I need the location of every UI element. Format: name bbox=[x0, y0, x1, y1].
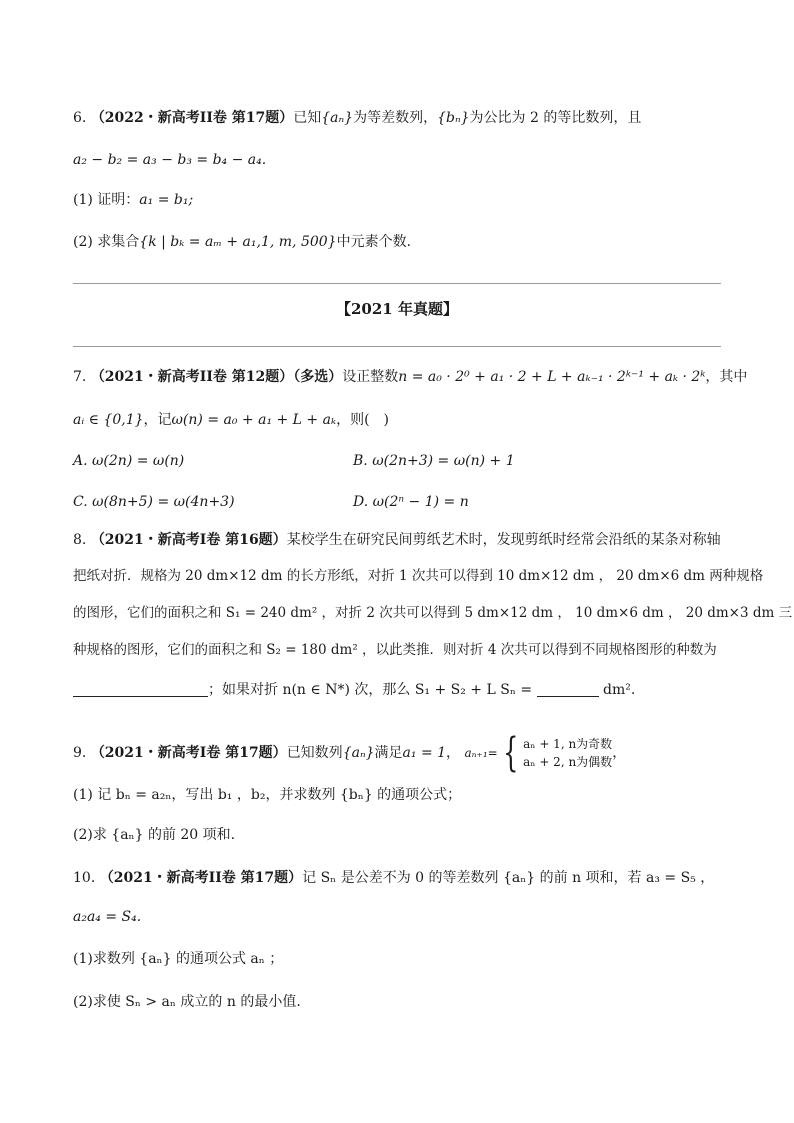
q7-line-2 bbox=[73, 410, 389, 430]
q10-l1: 记 Sₙ 是公差不为 0 的等差数列 {aₙ} 的前 n 项和，若 a₃ = S₅ ， bbox=[302, 870, 715, 886]
section-rule-bottom bbox=[73, 346, 721, 347]
q8-l1: 某校学生在研究民间剪纸艺术时，发现剪纸时经常会沿纸的某条对称轴 bbox=[286, 532, 721, 548]
q8-answer-blank-1[interactable] bbox=[73, 682, 208, 697]
q7-option-b: B. ω(2n+3) = ω(n) + 1 bbox=[353, 453, 515, 469]
left-brace-icon: { bbox=[502, 730, 519, 776]
q7-line-1 bbox=[73, 367, 747, 387]
q10-part-1: (1)求数列 {aₙ} 的通项公式 aₙ ； bbox=[73, 951, 284, 967]
q9-init: a₁ = 1 bbox=[402, 745, 447, 761]
q7-text-a: 设正整数 bbox=[342, 369, 399, 385]
q9-case-1: aₙ + 1, n为奇数 bbox=[523, 737, 613, 751]
q10-part-2: (2)求使 Sₙ > aₙ 成立的 n 的最小值. bbox=[73, 994, 301, 1010]
q8-number: 8. bbox=[73, 532, 87, 548]
q7-eq-n: n = a₀ · 2⁰ + a₁ · 2 + L + aₖ₋₁ · 2ᵏ⁻¹ + aₖ · 2ᵏ bbox=[398, 369, 706, 385]
q9-rec-lhs: aₙ₊₁= bbox=[464, 746, 498, 760]
q6-p1-eq: a₁ = b₁; bbox=[139, 192, 194, 208]
q10-source: （2021・新高考II卷 第17题） bbox=[99, 870, 303, 886]
q6-p2-set: {k | bₖ = aₘ + a₁,1, m, 500} bbox=[139, 234, 337, 250]
q6-part-1 bbox=[73, 190, 193, 210]
q7-tag: （多选） bbox=[293, 369, 343, 385]
q6-number: 6. bbox=[73, 110, 87, 126]
q9-source: （2021・新高考I卷 第17题） bbox=[90, 745, 287, 761]
q7-text-c: ，记 bbox=[143, 412, 172, 428]
q8-line-5 bbox=[73, 680, 635, 700]
q7-option-c: C. ω(8n+5) = ω(4n+3) bbox=[73, 494, 235, 510]
q7-text-d: ，则( ) bbox=[336, 412, 390, 428]
q8-l5-b: dm². bbox=[602, 682, 636, 698]
q6-p2-tail: 中元素个数. bbox=[336, 234, 412, 250]
q8-line-2: 把纸对折．规格为 20 dm×12 dm 的长方形纸，对折 1 次共可以得到 10 dm×12 dm ， 20 dm×6 dm 两种规格 bbox=[73, 568, 764, 584]
q9-text-c: ， bbox=[446, 745, 461, 761]
q7-omega-def: ω(n) = a₀ + a₁ + L + aₖ bbox=[171, 412, 337, 428]
q7-text-b: ，其中 bbox=[705, 369, 748, 385]
q9-part-2: (2)求 {aₙ} 的前 20 项和. bbox=[73, 827, 236, 843]
q9-cases bbox=[523, 735, 612, 771]
q8-answer-blank-2[interactable] bbox=[537, 682, 599, 697]
q9-text-d: ， bbox=[612, 745, 627, 761]
q7-source: （2021・新高考II卷 第12题） bbox=[90, 369, 294, 385]
q6-source: （2022・新高考II卷 第17题） bbox=[90, 110, 294, 126]
q7-cond: aᵢ ∈ {0,1} bbox=[73, 412, 144, 428]
q10-line-2: a₂a₄ = S₄. bbox=[73, 909, 142, 925]
q8-l5-a: ；如果对折 n(n ∈ N*) 次，那么 S₁ + S₂ + L Sₙ = bbox=[208, 682, 533, 698]
q7-number: 7. bbox=[73, 369, 87, 385]
q9-text-a: 已知数列 bbox=[286, 745, 343, 761]
q6-line-1 bbox=[73, 108, 641, 128]
q9-seq: {aₙ} bbox=[342, 745, 375, 761]
q6-text-a: 已知 bbox=[293, 110, 322, 126]
q8-source: （2021・新高考I卷 第16题） bbox=[90, 532, 287, 548]
q10-number: 10. bbox=[73, 870, 96, 886]
q9-part-1: (1) 记 bₙ = a₂ₙ，写出 b₁ ，b₂，并求数列 {bₙ} 的通项公式； bbox=[73, 787, 462, 803]
q6-p1-label: (1) 证明： bbox=[73, 192, 140, 208]
q9-line-1 bbox=[73, 730, 627, 776]
q6-text-c: 为公比为 2 的等比数列，且 bbox=[469, 110, 642, 126]
q10-line-1 bbox=[73, 868, 714, 888]
q8-line-3: 的图形，它们的面积之和 S₁ = 240 dm² ，对折 2 次共可以得到 5 dm×12 dm ， 10 dm×6 dm ， 20 dm×3 dm 三 bbox=[73, 605, 793, 621]
q6-seq-a: {aₙ} bbox=[321, 110, 354, 126]
q9-case-2: aₙ + 2, n为偶数 bbox=[523, 755, 613, 769]
q9-number: 9. bbox=[73, 745, 87, 761]
q6-text-b: 为等差数列， bbox=[353, 110, 438, 126]
section-rule-top bbox=[73, 283, 721, 284]
q9-piecewise bbox=[498, 730, 613, 776]
q6-equation: a₂ − b₂ = a₃ − b₃ = b₄ − a₄. bbox=[73, 152, 267, 168]
section-title: 【2021 年真题】 bbox=[336, 300, 458, 318]
q9-text-b: 满足 bbox=[374, 745, 403, 761]
q6-part-2 bbox=[73, 232, 411, 252]
q6-p2-label: (2) 求集合 bbox=[73, 234, 140, 250]
q7-option-a: A. ω(2n) = ω(n) bbox=[73, 453, 185, 469]
q6-seq-b: {bₙ} bbox=[437, 110, 470, 126]
q8-line-1 bbox=[73, 530, 721, 550]
q8-line-4: 种规格的图形，它们的面积之和 S₂ = 180 dm² ，以此类推．则对折 4 次共可以得到不同规格图形的种数为 bbox=[73, 642, 717, 658]
q7-option-d: D. ω(2ⁿ − 1) = n bbox=[353, 494, 469, 510]
